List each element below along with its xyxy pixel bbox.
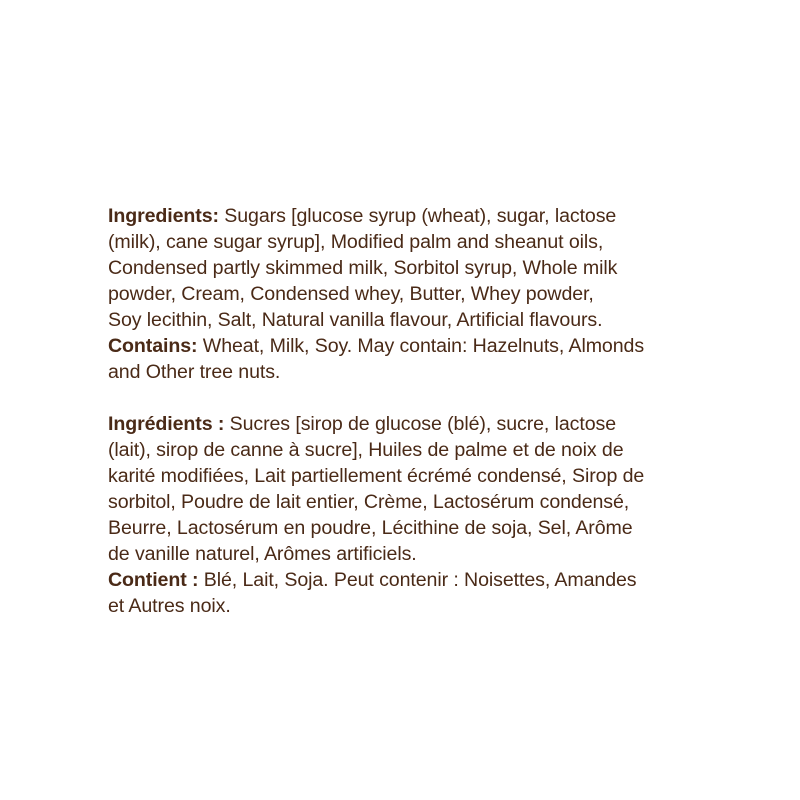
- text-line: (milk), cane sugar syrup], Modified palm and sheanut oils,: [108, 231, 604, 253]
- text-line: de vanille naturel, Arômes artificiels.: [108, 543, 417, 565]
- text-line: and Other tree nuts.: [108, 361, 281, 383]
- section-divider: [108, 385, 708, 411]
- text-line: Beurre, Lactosérum en poudre, Lécithine de soja, Sel, Arôme: [108, 517, 633, 539]
- text-span: Sugars [glucose syrup (wheat), sugar, lactose: [218, 205, 617, 227]
- text-line: Soy lecithin, Salt, Natural vanilla flavour, Artificial flavours.: [108, 309, 603, 331]
- text-line: (lait), sirop de canne à sucre], Huiles de palme et de noix de: [108, 439, 624, 461]
- text-line: [108, 333, 708, 359]
- text-line: [108, 567, 708, 593]
- french-ingredients-paragraph: [108, 411, 708, 619]
- text-span: Sucres [sirop de glucose (blé), sucre, lactose: [224, 413, 616, 435]
- ingredients-heading-fr: Ingrédients :: [108, 413, 225, 435]
- text-line: sorbitol, Poudre de lait entier, Crème, Lactosérum condensé,: [108, 491, 630, 513]
- english-ingredients-paragraph: [108, 203, 708, 385]
- text-line: Condensed partly skimmed milk, Sorbitol syrup, Whole milk: [108, 257, 618, 279]
- text-line: [108, 203, 708, 229]
- contains-heading-fr: Contient :: [108, 569, 199, 591]
- text-line: powder, Cream, Condensed whey, Butter, Whey powder,: [108, 283, 594, 305]
- text-line: et Autres noix.: [108, 595, 231, 617]
- text-line: [108, 411, 708, 437]
- ingredients-label-block: [108, 203, 708, 619]
- text-line: karité modifiées, Lait partiellement écrémé condensé, Sirop de: [108, 465, 645, 487]
- text-span: Wheat, Milk, Soy. May contain: Hazelnuts, Almonds: [197, 335, 645, 357]
- ingredients-heading-en: Ingredients:: [108, 205, 219, 227]
- contains-heading-en: Contains:: [108, 335, 198, 357]
- text-span: Blé, Lait, Soja. Peut contenir : Noisettes, Amandes: [198, 569, 637, 591]
